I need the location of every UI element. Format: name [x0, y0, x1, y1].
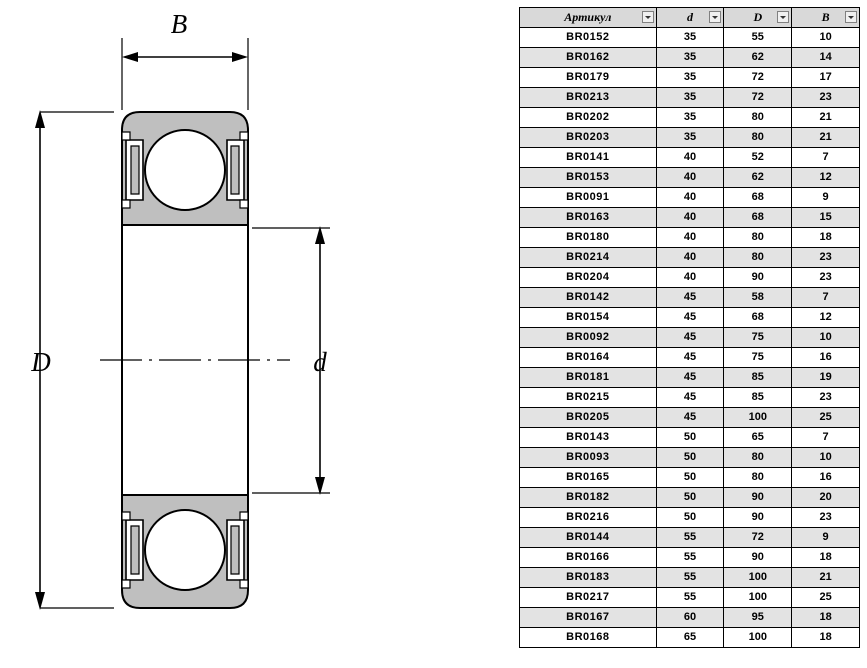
bearing-specs-table [519, 7, 860, 648]
column-header-d-label: d [687, 10, 693, 24]
cell-width: 7 [792, 288, 860, 308]
table-row[interactable] [520, 148, 860, 168]
cell-d: 55 [656, 588, 724, 608]
cell-article: BR0162 [520, 48, 657, 68]
cell-d: 35 [656, 48, 724, 68]
cell-article: BR0165 [520, 468, 657, 488]
cell-article: BR0167 [520, 608, 657, 628]
cell-d: 35 [656, 128, 724, 148]
cell-width: 23 [792, 388, 860, 408]
table-row[interactable] [520, 188, 860, 208]
cell-width: 12 [792, 168, 860, 188]
cell-width: 10 [792, 28, 860, 48]
cell-outer-diameter: 100 [724, 588, 792, 608]
table-row[interactable] [520, 568, 860, 588]
table-body [520, 28, 860, 648]
cell-d: 50 [656, 448, 724, 468]
cell-outer-diameter: 100 [724, 568, 792, 588]
table-row[interactable] [520, 208, 860, 228]
column-header-d[interactable] [656, 8, 724, 28]
cell-width: 23 [792, 508, 860, 528]
cell-outer-diameter: 100 [724, 408, 792, 428]
cell-outer-diameter: 80 [724, 228, 792, 248]
cell-outer-diameter: 75 [724, 328, 792, 348]
cell-width: 9 [792, 188, 860, 208]
cell-d: 50 [656, 428, 724, 448]
cell-outer-diameter: 62 [724, 168, 792, 188]
cell-outer-diameter: 62 [724, 48, 792, 68]
table-row[interactable] [520, 328, 860, 348]
specs-table-container [519, 7, 860, 648]
cell-d: 50 [656, 508, 724, 528]
table-row[interactable] [520, 308, 860, 328]
cell-width: 25 [792, 588, 860, 608]
table-row[interactable] [520, 28, 860, 48]
cell-article: BR0213 [520, 88, 657, 108]
cell-d: 55 [656, 548, 724, 568]
table-row[interactable] [520, 588, 860, 608]
cell-outer-diameter: 100 [724, 628, 792, 648]
table-row[interactable] [520, 508, 860, 528]
cell-article: BR0183 [520, 568, 657, 588]
table-row[interactable] [520, 468, 860, 488]
cell-width: 12 [792, 308, 860, 328]
dim-label-d-text: d [313, 347, 327, 377]
column-header-D[interactable] [724, 8, 792, 28]
cell-article: BR0168 [520, 628, 657, 648]
cell-width: 21 [792, 128, 860, 148]
cell-width: 23 [792, 88, 860, 108]
cell-width: 15 [792, 208, 860, 228]
cell-article: BR0141 [520, 148, 657, 168]
column-header-article[interactable] [520, 8, 657, 28]
table-row[interactable] [520, 68, 860, 88]
cell-article: BR0164 [520, 348, 657, 368]
column-header-D-label: D [753, 10, 763, 24]
table-row[interactable] [520, 548, 860, 568]
cell-outer-diameter: 58 [724, 288, 792, 308]
table-row[interactable] [520, 48, 860, 68]
cell-article: BR0179 [520, 68, 657, 88]
cell-outer-diameter: 72 [724, 68, 792, 88]
cell-width: 18 [792, 228, 860, 248]
cell-width: 23 [792, 268, 860, 288]
cell-article: BR0154 [520, 308, 657, 328]
cell-article: BR0203 [520, 128, 657, 148]
cell-width: 25 [792, 408, 860, 428]
cell-width: 21 [792, 108, 860, 128]
cell-outer-diameter: 68 [724, 208, 792, 228]
filter-dropdown-icon-article[interactable] [642, 11, 654, 23]
table-row[interactable] [520, 228, 860, 248]
cell-article: BR0142 [520, 288, 657, 308]
table-row[interactable] [520, 288, 860, 308]
cell-article: BR0144 [520, 528, 657, 548]
table-row[interactable] [520, 628, 860, 648]
cell-width: 16 [792, 348, 860, 368]
cell-width: 19 [792, 368, 860, 388]
table-row[interactable] [520, 348, 860, 368]
cell-outer-diameter: 65 [724, 428, 792, 448]
cell-width: 18 [792, 628, 860, 648]
cell-article: BR0217 [520, 588, 657, 608]
cell-outer-diameter: 80 [724, 108, 792, 128]
cell-article: BR0215 [520, 388, 657, 408]
cell-article: BR0182 [520, 488, 657, 508]
cell-d: 45 [656, 308, 724, 328]
cell-width: 16 [792, 468, 860, 488]
cell-outer-diameter: 52 [724, 148, 792, 168]
cell-d: 35 [656, 108, 724, 128]
cell-width: 9 [792, 528, 860, 548]
cell-d: 65 [656, 628, 724, 648]
table-row[interactable] [520, 448, 860, 468]
cell-outer-diameter: 90 [724, 508, 792, 528]
cell-article: BR0214 [520, 248, 657, 268]
table-row[interactable] [520, 268, 860, 288]
cell-d: 55 [656, 528, 724, 548]
cell-width: 7 [792, 428, 860, 448]
cell-article: BR0143 [520, 428, 657, 448]
cell-outer-diameter: 80 [724, 248, 792, 268]
table-row[interactable] [520, 488, 860, 508]
cell-outer-diameter: 75 [724, 348, 792, 368]
cell-outer-diameter: 95 [724, 608, 792, 628]
column-header-B[interactable] [792, 8, 860, 28]
table-row[interactable] [520, 408, 860, 428]
table-row[interactable] [520, 368, 860, 388]
table-row[interactable] [520, 128, 860, 148]
cell-d: 40 [656, 248, 724, 268]
cell-article: BR0152 [520, 28, 657, 48]
cell-d: 40 [656, 168, 724, 188]
filter-dropdown-icon-d[interactable] [709, 11, 721, 23]
cell-outer-diameter: 80 [724, 468, 792, 488]
cell-outer-diameter: 90 [724, 548, 792, 568]
cell-article: BR0216 [520, 508, 657, 528]
cell-d: 55 [656, 568, 724, 588]
cell-outer-diameter: 85 [724, 368, 792, 388]
cell-d: 45 [656, 388, 724, 408]
table-header-row [520, 8, 860, 28]
cell-width: 10 [792, 448, 860, 468]
cell-width: 14 [792, 48, 860, 68]
table-row[interactable] [520, 108, 860, 128]
cell-width: 23 [792, 248, 860, 268]
cell-outer-diameter: 72 [724, 528, 792, 548]
cell-width: 17 [792, 68, 860, 88]
cell-outer-diameter: 85 [724, 388, 792, 408]
cell-width: 20 [792, 488, 860, 508]
table-row[interactable] [520, 388, 860, 408]
cell-d: 40 [656, 188, 724, 208]
filter-dropdown-icon-B[interactable] [845, 11, 857, 23]
cell-article: BR0093 [520, 448, 657, 468]
cell-outer-diameter: 68 [724, 308, 792, 328]
cell-article: BR0205 [520, 408, 657, 428]
cell-d: 50 [656, 488, 724, 508]
cell-d: 45 [656, 328, 724, 348]
cell-article: BR0181 [520, 368, 657, 388]
cell-d: 45 [656, 368, 724, 388]
cell-d: 45 [656, 348, 724, 368]
cell-d: 35 [656, 28, 724, 48]
column-header-B-label: B [821, 10, 830, 24]
table-row[interactable] [520, 428, 860, 448]
cell-article: BR0163 [520, 208, 657, 228]
cell-d: 60 [656, 608, 724, 628]
cell-article: BR0092 [520, 328, 657, 348]
cell-width: 18 [792, 608, 860, 628]
cell-width: 10 [792, 328, 860, 348]
cell-width: 7 [792, 148, 860, 168]
cell-d: 50 [656, 468, 724, 488]
cell-outer-diameter: 80 [724, 128, 792, 148]
cell-outer-diameter: 68 [724, 188, 792, 208]
table-row[interactable] [520, 248, 860, 268]
cell-article: BR0202 [520, 108, 657, 128]
cell-article: BR0153 [520, 168, 657, 188]
table-row[interactable] [520, 608, 860, 628]
cell-width: 21 [792, 568, 860, 588]
cell-outer-diameter: 55 [724, 28, 792, 48]
cell-d: 40 [656, 148, 724, 168]
cell-outer-diameter: 80 [724, 448, 792, 468]
column-header-article-label: Артикул [564, 10, 612, 24]
cell-outer-diameter: 72 [724, 88, 792, 108]
cell-d: 45 [656, 408, 724, 428]
table-row[interactable] [520, 88, 860, 108]
cell-d: 40 [656, 208, 724, 228]
cell-width: 18 [792, 548, 860, 568]
cell-outer-diameter: 90 [724, 488, 792, 508]
cell-d: 40 [656, 228, 724, 248]
dim-label-D-text: D [31, 347, 51, 377]
cell-article: BR0204 [520, 268, 657, 288]
cell-outer-diameter: 90 [724, 268, 792, 288]
cell-article: BR0091 [520, 188, 657, 208]
cell-d: 45 [656, 288, 724, 308]
table-row[interactable] [520, 528, 860, 548]
table-row[interactable] [520, 168, 860, 188]
cell-d: 40 [656, 268, 724, 288]
filter-dropdown-icon-D[interactable] [777, 11, 789, 23]
cell-d: 35 [656, 88, 724, 108]
cell-article: BR0166 [520, 548, 657, 568]
cell-d: 35 [656, 68, 724, 88]
cell-article: BR0180 [520, 228, 657, 248]
dim-label-B-text: B [170, 9, 188, 39]
